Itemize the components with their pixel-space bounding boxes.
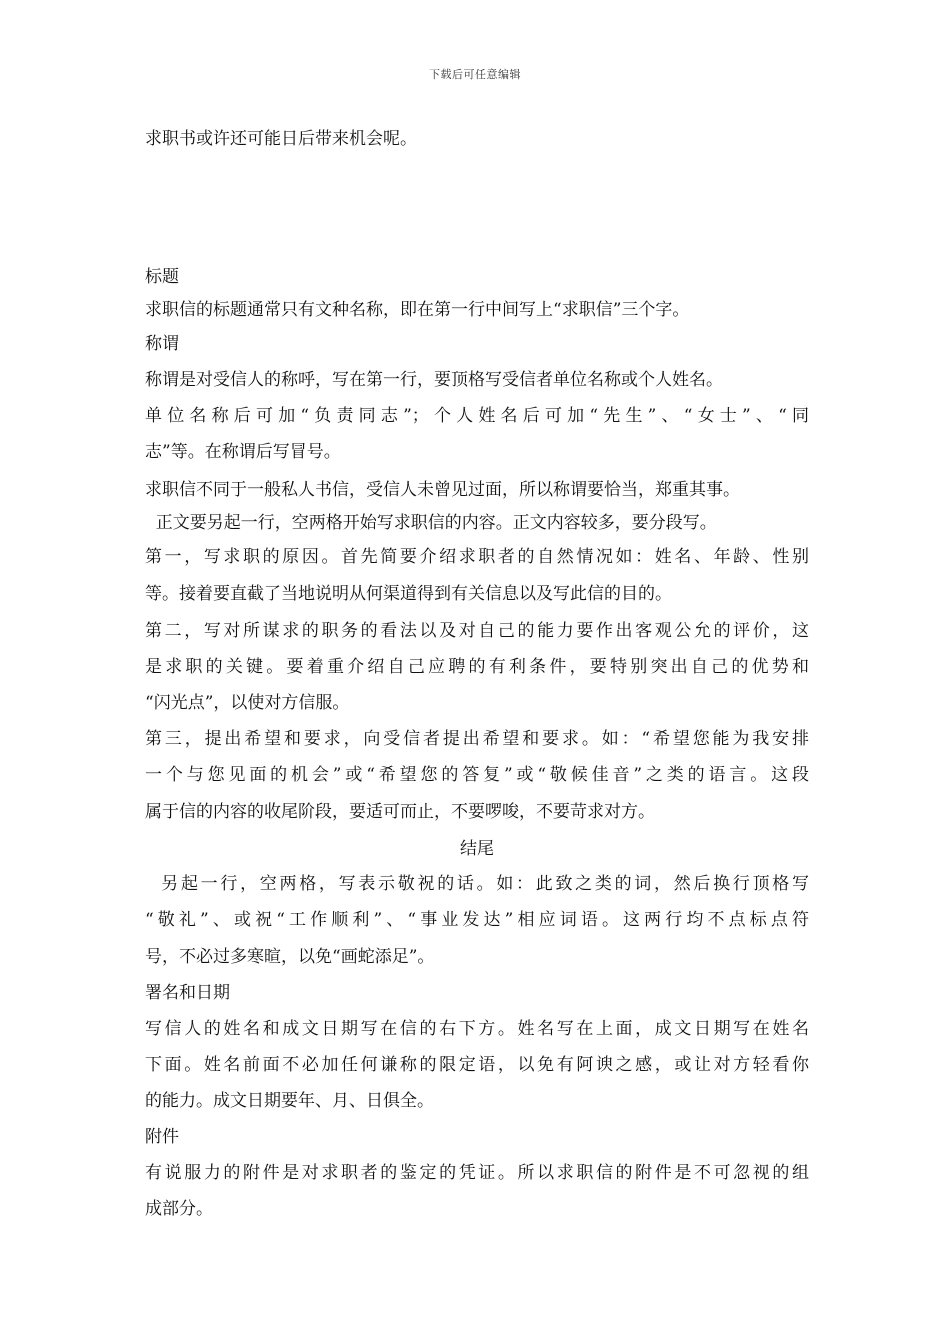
body-line: “闪光点”，以使对方信服。 bbox=[145, 693, 350, 713]
body-line: 第三，提出希望和要求，向受信者提出希望和要求。如：“希望您能为我安排 bbox=[145, 729, 809, 749]
body-line: 有说服力的附件是对求职者的鉴定的凭证。所以求职信的附件是不可忽视的组 bbox=[145, 1163, 809, 1183]
body-line: 另起一行，空两格，写表示敬祝的话。如：此致之类的词，然后换行顶格写 bbox=[145, 874, 809, 894]
body-line: 第一，写求职的原因。首先简要介绍求职者的自然情况如：姓名、年龄、性别 bbox=[145, 547, 809, 567]
body-line: 属于信的内容的收尾阶段，要适可而止，不要啰唆，不要苛求对方。 bbox=[145, 802, 655, 822]
section-heading-salutation: 称谓 bbox=[145, 334, 179, 354]
body-line: 第二，写对所谋求的职务的看法以及对自己的能力要作出客观公允的评价，这 bbox=[145, 621, 809, 641]
body-line: 等。接着要直截了当地说明从何渠道得到有关信息以及写此信的目的。 bbox=[145, 584, 672, 604]
body-line: 一个与您见面的机会”或“希望您的答复”或“敬候佳音”之类的语言。这段 bbox=[145, 765, 809, 785]
body-line: 求职书或许还可能日后带来机会呢。 bbox=[145, 129, 417, 149]
body-line: 写信人的姓名和成文日期写在信的右下方。姓名写在上面，成文日期写在姓名 bbox=[145, 1019, 809, 1039]
body-line: “敬礼”、或祝“工作顺利”、“事业发达”相应词语。这两行均不点标点符 bbox=[145, 910, 809, 930]
section-heading-attachments: 附件 bbox=[145, 1127, 179, 1147]
section-heading-title: 标题 bbox=[145, 267, 179, 287]
page-header: 下载后可任意编辑 bbox=[429, 68, 521, 81]
body-line: 求职信的标题通常只有文种名称，即在第一行中间写上“求职信”三个字。 bbox=[145, 300, 690, 320]
body-line: 的能力。成文日期要年、月、日俱全。 bbox=[145, 1091, 434, 1111]
section-heading-closing: 结尾 bbox=[460, 839, 494, 859]
body-line: 成部分。 bbox=[145, 1199, 213, 1219]
body-line: 单位名称后可加“负责同志”；个人姓名后可加“先生”、“女士”、“同 bbox=[145, 406, 809, 426]
body-line: 志”等。在称谓后写冒号。 bbox=[145, 442, 341, 462]
body-line: 求职信不同于一般私人书信，受信人未曾见过面，所以称谓要恰当，郑重其事。 bbox=[145, 480, 740, 500]
body-line: 号，不必过多寒暄，以免“画蛇添足”。 bbox=[145, 947, 435, 967]
section-heading-signature-date: 署名和日期 bbox=[145, 983, 230, 1003]
body-line: 称谓是对受信人的称呼，写在第一行，要顶格写受信者单位名称或个人姓名。 bbox=[145, 370, 723, 390]
body-line: 正文要另起一行，空两格开始写求职信的内容。正文内容较多，要分段写。 bbox=[145, 513, 717, 533]
body-line: 是求职的关键。要着重介绍自己应聘的有利条件，要特别突出自己的优势和 bbox=[145, 657, 809, 677]
body-line: 下面。姓名前面不必加任何谦称的限定语，以免有阿谀之感，或让对方轻看你 bbox=[145, 1055, 809, 1075]
